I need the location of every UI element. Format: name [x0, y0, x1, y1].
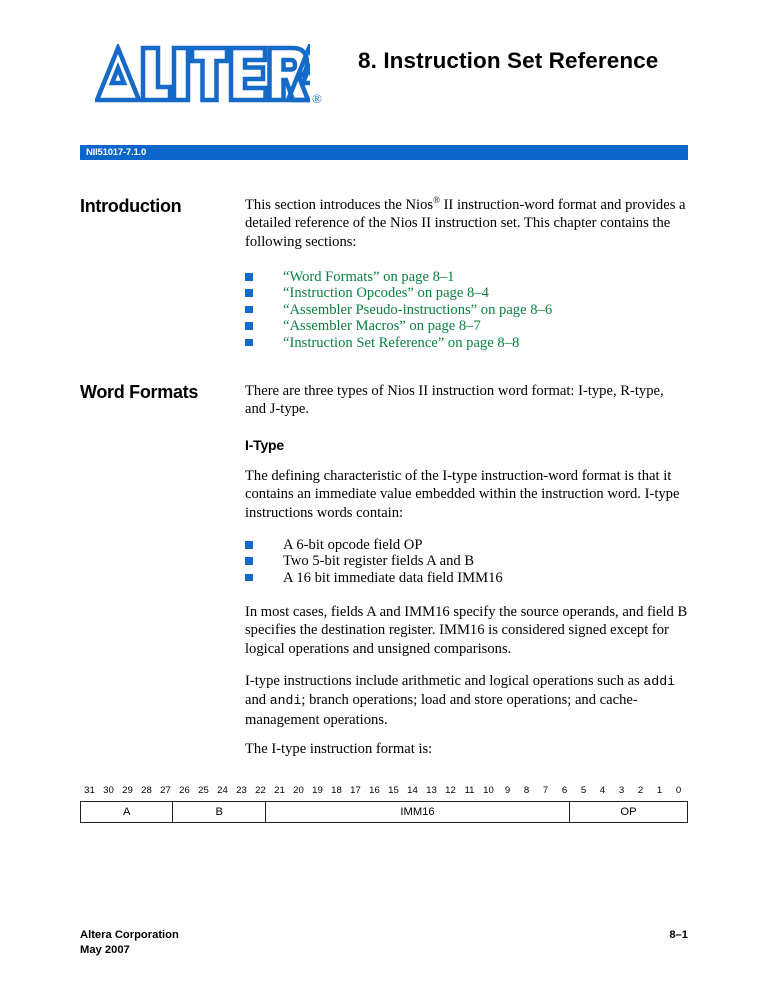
bit-number-8: 8 — [523, 785, 530, 796]
bit-number-10: 10 — [483, 785, 494, 796]
bit-number-21: 21 — [274, 785, 285, 796]
cross-reference-link[interactable]: “Instruction Set Reference” on page 8–8 — [283, 334, 520, 351]
list-item — [245, 553, 688, 569]
bit-number-18: 18 — [331, 785, 342, 796]
itype-instruction-format-figure — [80, 784, 688, 823]
list-item[interactable] — [245, 318, 688, 334]
bit-number-14: 14 — [407, 785, 418, 796]
bit-number-15: 15 — [388, 785, 399, 796]
altera-logo-mark — [95, 44, 310, 106]
bit-number-ruler — [80, 784, 688, 799]
subheading-itype: I-Type — [245, 437, 284, 453]
itype-field-list — [245, 537, 688, 586]
bit-number-3: 3 — [618, 785, 625, 796]
document-number: NII51017-7.1.0 — [86, 147, 147, 158]
bit-field-b: B — [173, 802, 265, 822]
document-number-banner — [80, 145, 688, 160]
list-item-label: A 6-bit opcode field OP — [283, 537, 423, 553]
bit-number-31: 31 — [84, 785, 95, 796]
section-heading-introduction: Introduction — [80, 196, 182, 216]
page-header — [0, 0, 768, 140]
bit-number-29: 29 — [122, 785, 133, 796]
bit-number-25: 25 — [198, 785, 209, 796]
cross-reference-link[interactable]: “Word Formats” on page 8–1 — [283, 269, 455, 285]
bit-number-7: 7 — [542, 785, 549, 796]
footer-page-number: 8–1 — [669, 929, 688, 941]
introduction-body — [245, 196, 688, 251]
list-item[interactable] — [245, 269, 688, 285]
page-title: 8. Instruction Set Reference — [358, 48, 659, 73]
introduction-paragraph: This section introduces the Nios® II instruction-word format and provides a detailed reference of the Nios II instruction set. This chapter contains the following sections: — [245, 195, 686, 250]
bit-number-19: 19 — [312, 785, 323, 796]
square-bullet-icon — [245, 289, 253, 297]
bit-number-22: 22 — [255, 785, 266, 796]
bit-field-imm16: IMM16 — [266, 802, 570, 822]
list-item[interactable] — [245, 302, 688, 318]
registered-mark: ® — [433, 195, 440, 206]
bit-number-9: 9 — [504, 785, 511, 796]
bit-number-4: 4 — [599, 785, 606, 796]
list-item[interactable] — [245, 335, 688, 351]
word-formats-paragraph: There are three types of Nios II instruction word format: I-type, R-type, and J-type. — [245, 383, 664, 418]
bit-number-11: 11 — [464, 785, 475, 796]
altera-logo — [95, 44, 322, 106]
list-item-label: Two 5-bit register fields A and B — [283, 553, 475, 570]
bit-number-27: 27 — [160, 785, 171, 796]
bit-number-30: 30 — [103, 785, 114, 796]
footer-left — [80, 928, 179, 957]
square-bullet-icon — [245, 541, 253, 549]
cross-reference-link[interactable]: “Assembler Macros” on page 8–7 — [283, 318, 481, 335]
footer-date: May 2007 — [80, 943, 130, 956]
itype-p3-text-2: and — [245, 692, 270, 709]
bit-number-16: 16 — [369, 785, 380, 796]
section-heading-word-formats: Word Formats — [80, 382, 199, 402]
itype-paragraph-1: The defining characteristic of the I-type instruction-word format is that it contains an immediate value embedded within the instruction word. I-type instructions words contain: — [245, 468, 680, 521]
bit-field-op: OP — [620, 806, 637, 818]
itype-paragraph-2: In most cases, fields A and IMM16 specify the source operands, and field B specifies the destination register. IMM16 is considered signed except for logical operations and unsigned comparisons. — [245, 604, 688, 657]
list-item — [245, 570, 688, 586]
list-item[interactable] — [245, 285, 688, 301]
square-bullet-icon — [245, 557, 253, 565]
bit-number-20: 20 — [293, 785, 304, 796]
square-bullet-icon — [245, 306, 253, 314]
bit-number-12: 12 — [445, 785, 456, 796]
bit-number-1: 1 — [656, 785, 663, 796]
square-bullet-icon — [245, 322, 253, 330]
bit-number-13: 13 — [426, 785, 437, 796]
cross-reference-list — [245, 269, 688, 351]
bit-number-5: 5 — [580, 785, 587, 796]
bit-field-boxes — [80, 801, 688, 823]
square-bullet-icon — [245, 339, 253, 347]
bit-number-26: 26 — [179, 785, 190, 796]
bit-number-17: 17 — [350, 785, 361, 796]
bit-field-a: A — [81, 802, 173, 822]
bit-number-23: 23 — [236, 785, 247, 796]
cross-reference-link[interactable]: “Instruction Opcodes” on page 8–4 — [283, 285, 489, 302]
itype-paragraph-3 — [245, 672, 688, 729]
bit-number-6: 6 — [561, 785, 568, 796]
cross-reference-link[interactable]: “Assembler Pseudo-instructions” on page 8–6 — [283, 301, 553, 318]
itype-p3-text-3: ; branch operations; load and store operations; and cache-management operations. — [245, 692, 638, 728]
square-bullet-icon — [245, 273, 253, 281]
registered-trademark-icon: ® — [312, 91, 322, 106]
footer-company: Altera Corporation — [80, 929, 179, 941]
code-andi: andi — [269, 693, 302, 709]
itype-paragraph-4: The I-type instruction format is: — [245, 741, 433, 757]
bit-number-24: 24 — [217, 785, 228, 796]
code-addi: addi — [643, 674, 676, 689]
itype-p3-text-1: I-type instructions include arithmetic and logical operations such as — [245, 673, 644, 689]
bit-number-2: 2 — [637, 785, 644, 796]
square-bullet-icon — [245, 574, 253, 582]
list-item — [245, 537, 688, 553]
bit-number-0: 0 — [675, 785, 682, 796]
bit-number-28: 28 — [141, 785, 152, 796]
list-item-label: A 16 bit immediate data field IMM16 — [283, 569, 503, 586]
